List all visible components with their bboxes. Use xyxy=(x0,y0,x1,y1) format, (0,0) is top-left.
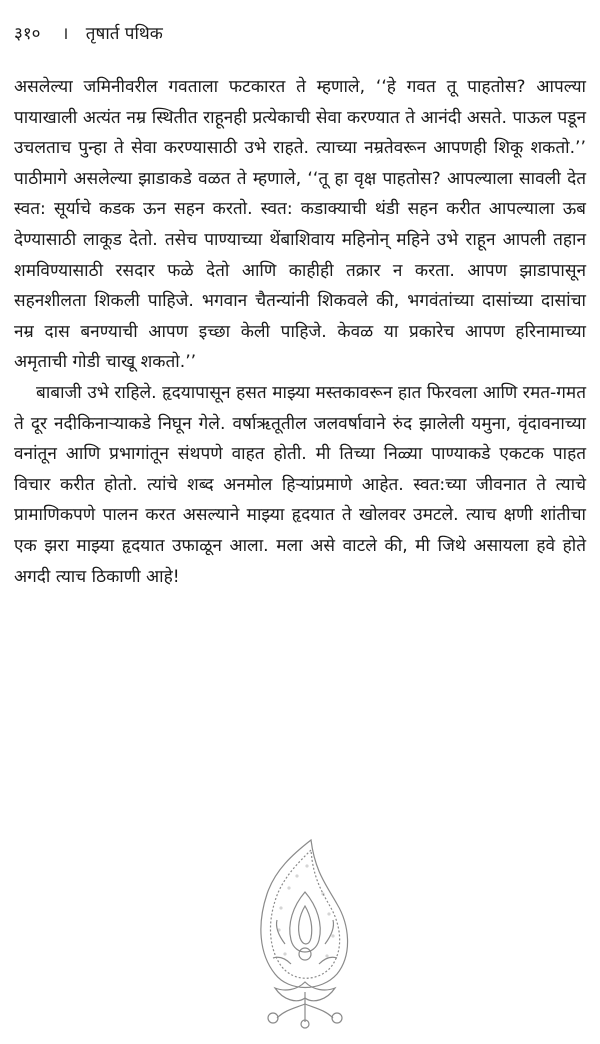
page-header xyxy=(14,22,584,46)
paragraph-1: असलेल्या जमिनीवरील गवताला फटकारत ते म्हणाले, ‘‘हे गवत तू पाहतोस? आपल्या पायाखाली अत्यंत नम्र स्थितीत राहूनही प्रत्येकाची सेवा करण्यात ते आनंदी असते. पाऊल पडून उचलताच पुन्हा ते सेवा करण्यासाठी उभे राहते. त्याच्या नम्रतेवरून आपणही शिकू शकतो.’’ पाठीमागे असलेल्या झाडाकडे वळत ते म्हणाले, ‘‘तू हा वृक्ष पाहतोस? आपल्याला सावली देत स्वत: सूर्याचे कडक ऊन सहन करतो. स्वत: कडाक्याची थंडी सहन करीत आपल्याला ऊब देण्यासाठी लाकूड देतो. तसेच पाण्याच्या थेंबाशिवाय महिनोन् महिने उभे राहून आपली तहान शमविण्यासाठी रसदार फळे देतो आणि काहीही तक्रार न करता. आपण झाडापासून सहनशीलता शिकली पाहिजे. भगवान चैतन्यांनी शिकवले की, भगवंतांच्या दासांच्या दासांचा नम्र दास बनण्याची आपण इच्छा केली पाहिजे. केवळ या प्रकारेच आपण हरिनामाच्या अमृताची गोडी चाखू शकतो.’’ xyxy=(14,77,586,373)
page-number: ३१० xyxy=(14,24,41,44)
book-title: तृषार्त पथिक xyxy=(85,24,163,44)
paisley-ornament-icon xyxy=(245,832,365,1032)
header-separator: । xyxy=(61,24,69,44)
paragraph-2: बाबाजी उभे राहिले. हृदयापासून हसत माझ्या मस्तकावरून हात फिरवला आणि रमत-गमत ते दूर नदीकिनाऱ्याकडे निघून गेले. वर्षाऋतूतील जलवर्षावाने रुंद झालेली यमुना, वृंदावनाच्या वनांतून आणि प्रभागांतून संथपणे वाहत होती. मी तिच्या निळ्या पाण्याकडे एकटक पाहत विचार करीत होतो. त्यांचे शब्द अनमोल हिऱ्यांप्रमाणे आहेत. स्वत:च्या जीवनात ते त्याचे प्रामाणिकपणे पालन करत असल्याने माझ्या हृदयात ते खोलवर उमटले. त्याच क्षणी शांतीचा एक झरा माझ्या हृदयात उफाळून आला. मला असे वाटले की, मी जिथे असायला हवे होते अगदी त्याच ठिकाणी आहे! xyxy=(14,382,586,587)
page-body xyxy=(14,72,586,592)
